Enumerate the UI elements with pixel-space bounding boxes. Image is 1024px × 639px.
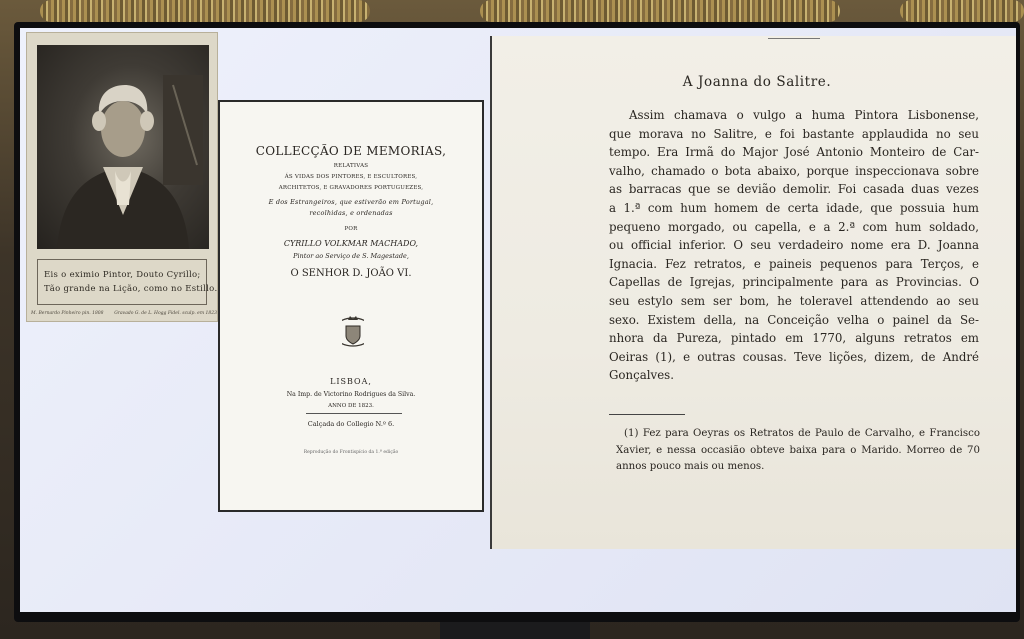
engraving-credits xyxy=(31,311,217,316)
footnote-rule xyxy=(609,414,685,415)
subtitle-line-1: ÁS VIDAS DOS PINTORES, E ESCULTORES, xyxy=(284,174,418,180)
book-author: CYRILLO VOLKMAR MACHADO, xyxy=(283,239,419,248)
portrait-caption xyxy=(37,259,218,305)
page-heading: A Joanna do Salitre. xyxy=(682,74,832,90)
text-line: nhora da Pureza, pintado em 1770, alguns retratos em xyxy=(609,331,979,346)
tv-stand xyxy=(440,622,590,639)
imprint-rule xyxy=(306,413,402,414)
text-line: que morava no Salitre, e foi bastante applaudida no seu xyxy=(609,126,979,141)
subtitle-line-4: recolhidas, e ordenadas xyxy=(309,209,393,217)
text-line: Gonçalves. xyxy=(609,368,674,383)
garland-right xyxy=(480,0,840,22)
text-line: pequeno morgado, ou capella, e a 2.ª com hum soldado, xyxy=(609,219,979,234)
dedicatee: O SENHOR D. JOÃO VI. xyxy=(290,268,412,279)
text-line: Capellas de Igrejas, principalmente para as Provincias. O xyxy=(609,275,979,290)
text-line: Ignacia. Fez retratos, e paineis pequenos para Terços, e xyxy=(609,256,979,271)
text-line: as barracas que se devião demolir. Foi casada duas vezes xyxy=(609,182,979,197)
footnote-line: (1) Fez para Oeyras os Retratos de Paulo de Carvalho, e Francisco xyxy=(624,428,980,439)
subtitle-line-3: E dos Estrangeiros, que estiverão em Portugal, xyxy=(268,198,434,206)
footnote xyxy=(616,426,980,476)
garland-far-right xyxy=(900,0,1024,22)
text-page xyxy=(490,36,1016,549)
tv-screen xyxy=(20,28,1016,612)
subtitle-por: POR xyxy=(344,226,358,232)
credit-left: M. Bernardo Pinheiro pin. 1808 xyxy=(31,311,104,316)
reproduction-note: Reprodução do Frontispício da 1.ª edição xyxy=(303,450,399,455)
text-line: Oeiras (1), e outras cousas. Teve lições, dizem, de André xyxy=(609,349,979,364)
footnote-line: Xavier, e nessa occasião obteve baixa para o Marido. Morreo de 70 xyxy=(616,444,980,456)
text-line: Assim chamava o vulgo a huma Pintora Lisbonense, xyxy=(629,108,979,122)
top-rule xyxy=(768,38,820,39)
coat-of-arms-icon xyxy=(342,310,364,350)
footnote-line: annos pouco mais ou menos. xyxy=(616,461,765,472)
caption-line-1: Eis o eximio Pintor, Douto Cyrillo; xyxy=(44,270,201,280)
subtitle-relativas: RELATIVAS xyxy=(333,163,369,169)
imprint-city: LISBOA, xyxy=(330,377,372,386)
text-line: a 1.ª com hum homem de certa idade, que possuia hum xyxy=(609,200,979,215)
text-line: tempo. Era Irmã do Major José Antonio Monteiro de Car- xyxy=(609,145,979,160)
author-office: Pintor ao Serviço de S. Magestade, xyxy=(293,252,409,260)
book-title: COLLECÇÃO DE MEMORIAS, xyxy=(255,144,447,158)
imprint-press: Na Imp. de Victorino Rodrigues da Silva. xyxy=(286,391,416,398)
text-line: seu estylo sem ser bom, he toleravel attendendo ao seu xyxy=(609,293,979,308)
imprint-year: ANNO DE 1823. xyxy=(328,403,374,409)
body-text xyxy=(609,106,979,385)
garland-left xyxy=(40,0,370,22)
credit-right: Gravado G. de L. Hogg Fidel. sculp. em 1823 xyxy=(114,311,217,316)
book-title-page xyxy=(218,100,484,512)
text-line: sexo. Existem della, na Conceição velha o painel da Se- xyxy=(609,312,979,327)
imprint-street: Calçada do Collegio N.º 6. xyxy=(307,420,395,428)
text-line: valho, chamado o bota abaixo, porque inspeccionava sobre xyxy=(609,163,979,178)
portrait-engraving xyxy=(26,32,218,322)
text-line: ou official inferior. O seu verdadeiro nome era D. Joanna xyxy=(609,238,979,253)
subtitle-line-2: ARCHITETOS, E GRAVADORES PORTUGUEZES, xyxy=(278,185,424,191)
caption-line-2: Tão grande na Lição, como no Estillo. xyxy=(44,284,218,294)
portrait-image xyxy=(37,45,209,249)
portrait-figure xyxy=(37,45,209,249)
